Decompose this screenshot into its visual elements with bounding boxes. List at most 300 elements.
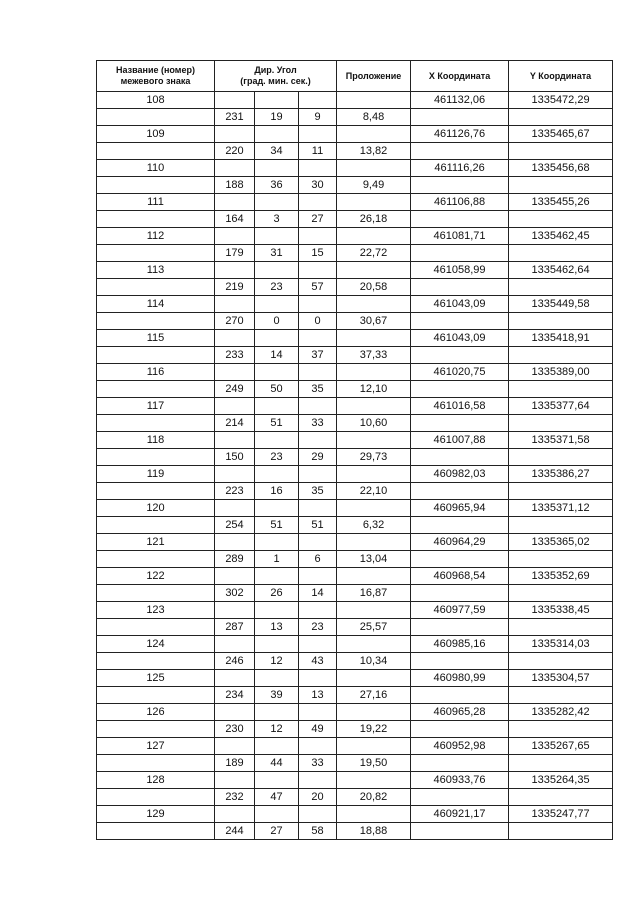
segment-row — [97, 619, 613, 636]
angle-sec-cell: 58 — [299, 823, 337, 840]
length-cell: 22,72 — [337, 245, 411, 262]
angle-sec-cell — [299, 160, 337, 177]
angle-min-cell: 13 — [255, 619, 299, 636]
x-coordinate-cell: 461081,71 — [411, 228, 509, 245]
point-row — [97, 160, 613, 177]
x-coordinate-cell — [411, 789, 509, 806]
length-cell: 25,57 — [337, 619, 411, 636]
angle-sec-cell: 33 — [299, 755, 337, 772]
length-cell: 19,22 — [337, 721, 411, 738]
length-cell — [337, 534, 411, 551]
y-coordinate-cell — [509, 347, 613, 364]
angle-deg-cell — [215, 296, 255, 313]
angle-deg-cell: 287 — [215, 619, 255, 636]
point-row — [97, 364, 613, 381]
angle-min-cell — [255, 568, 299, 585]
x-coordinate-cell: 460980,99 — [411, 670, 509, 687]
angle-min-cell: 12 — [255, 721, 299, 738]
angle-deg-cell — [215, 92, 255, 109]
angle-sec-cell — [299, 330, 337, 347]
angle-min-cell — [255, 330, 299, 347]
angle-deg-cell — [215, 534, 255, 551]
angle-deg-cell — [215, 228, 255, 245]
angle-deg-cell — [215, 806, 255, 823]
angle-sec-cell: 37 — [299, 347, 337, 364]
point-row — [97, 806, 613, 823]
point-name-cell — [97, 755, 215, 772]
point-name-cell — [97, 381, 215, 398]
point-row — [97, 262, 613, 279]
angle-min-cell — [255, 160, 299, 177]
y-coordinate-cell: 1335389,00 — [509, 364, 613, 381]
angle-min-cell: 23 — [255, 279, 299, 296]
angle-sec-cell — [299, 738, 337, 755]
angle-min-cell — [255, 738, 299, 755]
angle-deg-cell — [215, 160, 255, 177]
y-coordinate-cell — [509, 415, 613, 432]
point-name-cell: 129 — [97, 806, 215, 823]
segment-row — [97, 687, 613, 704]
y-coordinate-cell — [509, 143, 613, 160]
angle-min-cell: 23 — [255, 449, 299, 466]
length-cell: 10,34 — [337, 653, 411, 670]
point-name-cell: 114 — [97, 296, 215, 313]
x-coordinate-cell: 460985,16 — [411, 636, 509, 653]
point-name-cell: 122 — [97, 568, 215, 585]
angle-deg-cell: 188 — [215, 177, 255, 194]
angle-sec-cell: 35 — [299, 381, 337, 398]
point-name-cell — [97, 177, 215, 194]
y-coordinate-cell: 1335338,45 — [509, 602, 613, 619]
point-row — [97, 568, 613, 585]
point-row — [97, 534, 613, 551]
length-cell — [337, 126, 411, 143]
angle-sec-cell: 51 — [299, 517, 337, 534]
table-header-row — [97, 61, 613, 92]
segment-row — [97, 483, 613, 500]
x-coordinate-cell — [411, 551, 509, 568]
header-y-coordinate: Y Координата — [509, 61, 613, 92]
angle-deg-cell — [215, 194, 255, 211]
angle-deg-cell: 249 — [215, 381, 255, 398]
angle-sec-cell — [299, 296, 337, 313]
point-name-cell — [97, 279, 215, 296]
y-coordinate-cell: 1335456,68 — [509, 160, 613, 177]
y-coordinate-cell — [509, 109, 613, 126]
y-coordinate-cell: 1335465,67 — [509, 126, 613, 143]
angle-deg-cell — [215, 432, 255, 449]
x-coordinate-cell — [411, 823, 509, 840]
angle-deg-cell — [215, 330, 255, 347]
x-coordinate-cell: 460968,54 — [411, 568, 509, 585]
x-coordinate-cell — [411, 381, 509, 398]
point-row — [97, 194, 613, 211]
angle-min-cell — [255, 704, 299, 721]
y-coordinate-cell: 1335267,65 — [509, 738, 613, 755]
angle-sec-cell: 23 — [299, 619, 337, 636]
point-name-cell: 121 — [97, 534, 215, 551]
length-cell — [337, 670, 411, 687]
point-name-cell — [97, 245, 215, 262]
point-name-cell — [97, 619, 215, 636]
y-coordinate-cell: 1335455,26 — [509, 194, 613, 211]
angle-sec-cell — [299, 194, 337, 211]
point-name-cell: 119 — [97, 466, 215, 483]
point-row — [97, 772, 613, 789]
angle-sec-cell — [299, 262, 337, 279]
angle-min-cell: 26 — [255, 585, 299, 602]
angle-sec-cell: 27 — [299, 211, 337, 228]
angle-deg-cell: 214 — [215, 415, 255, 432]
point-name-cell — [97, 517, 215, 534]
x-coordinate-cell: 461058,99 — [411, 262, 509, 279]
boundary-coordinates-table — [96, 60, 613, 840]
point-row — [97, 500, 613, 517]
y-coordinate-cell — [509, 279, 613, 296]
point-name-cell: 127 — [97, 738, 215, 755]
point-row — [97, 602, 613, 619]
length-cell: 22,10 — [337, 483, 411, 500]
point-name-cell — [97, 449, 215, 466]
point-name-cell — [97, 585, 215, 602]
point-row — [97, 704, 613, 721]
angle-min-cell — [255, 772, 299, 789]
angle-sec-cell: 0 — [299, 313, 337, 330]
x-coordinate-cell — [411, 347, 509, 364]
angle-sec-cell: 14 — [299, 585, 337, 602]
angle-min-cell: 44 — [255, 755, 299, 772]
angle-min-cell — [255, 398, 299, 415]
y-coordinate-cell — [509, 789, 613, 806]
angle-min-cell: 51 — [255, 415, 299, 432]
x-coordinate-cell — [411, 619, 509, 636]
x-coordinate-cell: 460933,76 — [411, 772, 509, 789]
angle-min-cell — [255, 636, 299, 653]
angle-min-cell: 14 — [255, 347, 299, 364]
angle-min-cell — [255, 466, 299, 483]
x-coordinate-cell — [411, 143, 509, 160]
angle-min-cell — [255, 670, 299, 687]
angle-min-cell: 51 — [255, 517, 299, 534]
y-coordinate-cell: 1335314,03 — [509, 636, 613, 653]
segment-row — [97, 551, 613, 568]
angle-min-cell — [255, 500, 299, 517]
header-direction-angle — [215, 61, 337, 92]
point-name-cell — [97, 211, 215, 228]
angle-sec-cell: 29 — [299, 449, 337, 466]
length-cell — [337, 432, 411, 449]
angle-deg-cell — [215, 364, 255, 381]
y-coordinate-cell — [509, 245, 613, 262]
angle-sec-cell: 30 — [299, 177, 337, 194]
angle-min-cell: 1 — [255, 551, 299, 568]
angle-deg-cell: 234 — [215, 687, 255, 704]
x-coordinate-cell — [411, 721, 509, 738]
length-cell: 8,48 — [337, 109, 411, 126]
angle-sec-cell: 15 — [299, 245, 337, 262]
y-coordinate-cell — [509, 551, 613, 568]
point-name-cell: 115 — [97, 330, 215, 347]
angle-deg-cell: 230 — [215, 721, 255, 738]
angle-sec-cell: 43 — [299, 653, 337, 670]
x-coordinate-cell — [411, 279, 509, 296]
angle-min-cell: 31 — [255, 245, 299, 262]
angle-sec-cell: 35 — [299, 483, 337, 500]
point-name-cell — [97, 143, 215, 160]
y-coordinate-cell: 1335247,77 — [509, 806, 613, 823]
x-coordinate-cell: 461007,88 — [411, 432, 509, 449]
point-name-cell — [97, 415, 215, 432]
x-coordinate-cell: 460982,03 — [411, 466, 509, 483]
segment-row — [97, 415, 613, 432]
length-cell: 12,10 — [337, 381, 411, 398]
x-coordinate-cell: 460921,17 — [411, 806, 509, 823]
length-cell — [337, 228, 411, 245]
segment-row — [97, 143, 613, 160]
header-angle-line2: (град. мин. сек.) — [240, 76, 311, 86]
length-cell — [337, 704, 411, 721]
x-coordinate-cell — [411, 245, 509, 262]
angle-deg-cell: 244 — [215, 823, 255, 840]
length-cell: 13,82 — [337, 143, 411, 160]
y-coordinate-cell: 1335377,64 — [509, 398, 613, 415]
x-coordinate-cell — [411, 177, 509, 194]
header-point-name-line1: Название (номер) — [116, 65, 195, 75]
y-coordinate-cell — [509, 313, 613, 330]
length-cell: 19,50 — [337, 755, 411, 772]
y-coordinate-cell: 1335371,12 — [509, 500, 613, 517]
segment-row — [97, 211, 613, 228]
y-coordinate-cell: 1335282,42 — [509, 704, 613, 721]
angle-min-cell: 39 — [255, 687, 299, 704]
angle-min-cell — [255, 126, 299, 143]
length-cell: 30,67 — [337, 313, 411, 330]
x-coordinate-cell: 461016,58 — [411, 398, 509, 415]
angle-min-cell: 36 — [255, 177, 299, 194]
length-cell: 20,82 — [337, 789, 411, 806]
y-coordinate-cell — [509, 177, 613, 194]
angle-min-cell — [255, 296, 299, 313]
point-name-cell: 125 — [97, 670, 215, 687]
angle-deg-cell: 223 — [215, 483, 255, 500]
point-row — [97, 228, 613, 245]
angle-sec-cell: 33 — [299, 415, 337, 432]
y-coordinate-cell — [509, 619, 613, 636]
angle-min-cell — [255, 364, 299, 381]
y-coordinate-cell — [509, 211, 613, 228]
angle-sec-cell — [299, 364, 337, 381]
point-name-cell: 109 — [97, 126, 215, 143]
segment-row — [97, 245, 613, 262]
y-coordinate-cell: 1335386,27 — [509, 466, 613, 483]
x-coordinate-cell: 461106,88 — [411, 194, 509, 211]
segment-row — [97, 721, 613, 738]
x-coordinate-cell: 460977,59 — [411, 602, 509, 619]
angle-min-cell: 47 — [255, 789, 299, 806]
angle-deg-cell — [215, 500, 255, 517]
length-cell: 9,49 — [337, 177, 411, 194]
length-cell — [337, 568, 411, 585]
angle-min-cell — [255, 534, 299, 551]
segment-row — [97, 585, 613, 602]
point-name-cell — [97, 653, 215, 670]
point-name-cell: 108 — [97, 92, 215, 109]
angle-sec-cell — [299, 466, 337, 483]
angle-sec-cell — [299, 228, 337, 245]
angle-sec-cell — [299, 398, 337, 415]
length-cell: 18,88 — [337, 823, 411, 840]
angle-sec-cell — [299, 636, 337, 653]
header-x-coordinate: X Координата — [411, 61, 509, 92]
length-cell: 6,32 — [337, 517, 411, 534]
point-name-cell — [97, 789, 215, 806]
point-name-cell: 118 — [97, 432, 215, 449]
x-coordinate-cell — [411, 313, 509, 330]
length-cell — [337, 602, 411, 619]
angle-min-cell — [255, 262, 299, 279]
angle-deg-cell — [215, 466, 255, 483]
angle-deg-cell — [215, 568, 255, 585]
angle-sec-cell — [299, 568, 337, 585]
segment-row — [97, 177, 613, 194]
y-coordinate-cell: 1335304,57 — [509, 670, 613, 687]
x-coordinate-cell: 460952,98 — [411, 738, 509, 755]
angle-deg-cell — [215, 670, 255, 687]
length-cell — [337, 398, 411, 415]
angle-deg-cell: 179 — [215, 245, 255, 262]
point-row — [97, 398, 613, 415]
angle-sec-cell — [299, 806, 337, 823]
angle-sec-cell — [299, 126, 337, 143]
x-coordinate-cell: 461116,26 — [411, 160, 509, 177]
length-cell — [337, 194, 411, 211]
angle-deg-cell — [215, 704, 255, 721]
segment-row — [97, 313, 613, 330]
angle-sec-cell — [299, 772, 337, 789]
angle-sec-cell: 13 — [299, 687, 337, 704]
table-body — [97, 92, 613, 840]
length-cell: 27,16 — [337, 687, 411, 704]
point-name-cell — [97, 721, 215, 738]
y-coordinate-cell — [509, 381, 613, 398]
x-coordinate-cell: 460964,29 — [411, 534, 509, 551]
segment-row — [97, 653, 613, 670]
point-name-cell — [97, 347, 215, 364]
y-coordinate-cell — [509, 755, 613, 772]
angle-sec-cell — [299, 432, 337, 449]
x-coordinate-cell — [411, 687, 509, 704]
point-name-cell: 116 — [97, 364, 215, 381]
angle-deg-cell — [215, 738, 255, 755]
point-name-cell: 124 — [97, 636, 215, 653]
angle-deg-cell: 231 — [215, 109, 255, 126]
point-name-cell — [97, 687, 215, 704]
length-cell: 26,18 — [337, 211, 411, 228]
x-coordinate-cell — [411, 585, 509, 602]
point-name-cell — [97, 109, 215, 126]
x-coordinate-cell: 461132,06 — [411, 92, 509, 109]
y-coordinate-cell: 1335371,58 — [509, 432, 613, 449]
x-coordinate-cell — [411, 653, 509, 670]
angle-deg-cell: 164 — [215, 211, 255, 228]
point-name-cell: 117 — [97, 398, 215, 415]
x-coordinate-cell: 460965,94 — [411, 500, 509, 517]
length-cell: 29,73 — [337, 449, 411, 466]
x-coordinate-cell: 460965,28 — [411, 704, 509, 721]
angle-deg-cell: 219 — [215, 279, 255, 296]
angle-min-cell: 3 — [255, 211, 299, 228]
angle-deg-cell — [215, 772, 255, 789]
angle-sec-cell — [299, 92, 337, 109]
angle-deg-cell: 246 — [215, 653, 255, 670]
length-cell: 13,04 — [337, 551, 411, 568]
y-coordinate-cell: 1335472,29 — [509, 92, 613, 109]
point-name-cell: 123 — [97, 602, 215, 619]
angle-deg-cell: 189 — [215, 755, 255, 772]
x-coordinate-cell — [411, 415, 509, 432]
x-coordinate-cell — [411, 755, 509, 772]
x-coordinate-cell — [411, 483, 509, 500]
point-name-cell: 110 — [97, 160, 215, 177]
angle-deg-cell — [215, 636, 255, 653]
y-coordinate-cell: 1335365,02 — [509, 534, 613, 551]
segment-row — [97, 823, 613, 840]
x-coordinate-cell: 461020,75 — [411, 364, 509, 381]
angle-deg-cell: 220 — [215, 143, 255, 160]
x-coordinate-cell — [411, 109, 509, 126]
point-row — [97, 330, 613, 347]
header-length: Проложение — [337, 61, 411, 92]
angle-deg-cell: 289 — [215, 551, 255, 568]
y-coordinate-cell: 1335352,69 — [509, 568, 613, 585]
length-cell — [337, 738, 411, 755]
angle-min-cell: 50 — [255, 381, 299, 398]
segment-row — [97, 381, 613, 398]
angle-sec-cell — [299, 500, 337, 517]
segment-row — [97, 517, 613, 534]
y-coordinate-cell: 1335462,45 — [509, 228, 613, 245]
angle-deg-cell — [215, 262, 255, 279]
angle-min-cell — [255, 194, 299, 211]
angle-min-cell — [255, 92, 299, 109]
header-angle-line1: Дир. Угол — [254, 65, 297, 75]
point-name-cell: 120 — [97, 500, 215, 517]
angle-sec-cell: 9 — [299, 109, 337, 126]
angle-deg-cell — [215, 398, 255, 415]
y-coordinate-cell — [509, 483, 613, 500]
angle-deg-cell: 233 — [215, 347, 255, 364]
angle-deg-cell — [215, 602, 255, 619]
angle-sec-cell: 20 — [299, 789, 337, 806]
y-coordinate-cell — [509, 653, 613, 670]
length-cell: 16,87 — [337, 585, 411, 602]
angle-min-cell — [255, 228, 299, 245]
length-cell: 20,58 — [337, 279, 411, 296]
point-name-cell: 112 — [97, 228, 215, 245]
length-cell: 10,60 — [337, 415, 411, 432]
point-name-cell: 111 — [97, 194, 215, 211]
x-coordinate-cell — [411, 449, 509, 466]
segment-row — [97, 109, 613, 126]
point-row — [97, 636, 613, 653]
x-coordinate-cell: 461126,76 — [411, 126, 509, 143]
length-cell — [337, 330, 411, 347]
length-cell — [337, 92, 411, 109]
angle-sec-cell — [299, 704, 337, 721]
y-coordinate-cell: 1335418,91 — [509, 330, 613, 347]
length-cell — [337, 772, 411, 789]
length-cell — [337, 466, 411, 483]
